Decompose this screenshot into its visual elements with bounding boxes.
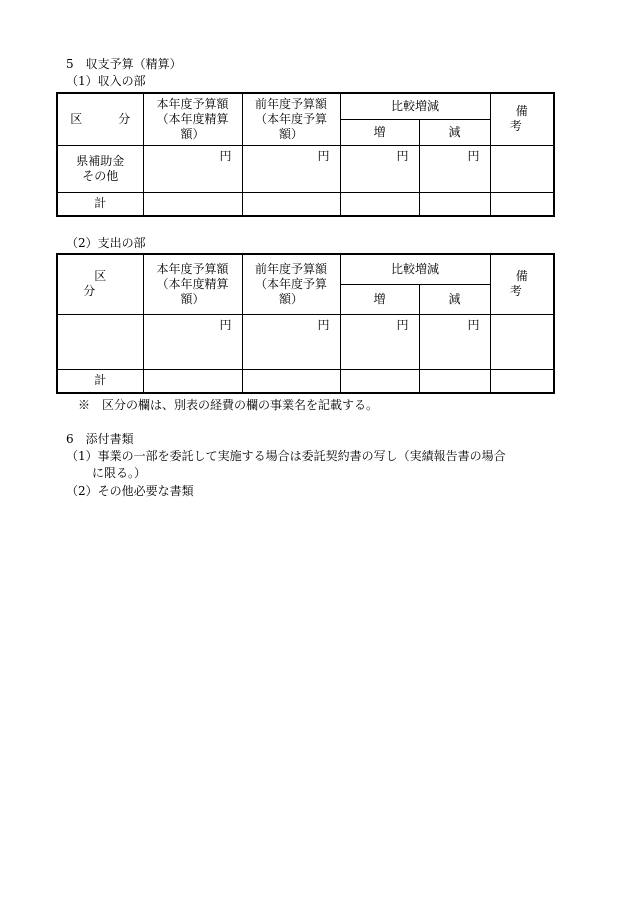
expense-data-row	[57, 314, 554, 369]
yen-unit: 円	[340, 314, 419, 369]
yen-unit: 円	[242, 314, 340, 369]
yen-unit: 円	[419, 145, 490, 192]
category-note: ※ 区分の欄は、別表の経費の欄の事業名を記載する。	[78, 398, 379, 412]
yen-unit: 円	[340, 145, 419, 192]
total-label: 計	[57, 192, 143, 216]
section6-heading: 6 添付書類	[66, 432, 134, 446]
income-table	[56, 92, 564, 217]
section5-heading: 5 収支予算（精算）	[66, 57, 182, 71]
yen-unit: 円	[242, 145, 340, 192]
attachment-item-2: （2）その他必要な書類	[66, 484, 194, 498]
yen-unit: 円	[143, 145, 242, 192]
remarks-cell	[490, 145, 554, 192]
header-decrease: 減	[419, 284, 490, 314]
header-previous-budget: 前年度予算額 （本年度予算 額）	[242, 254, 340, 314]
attachment-item-1-cont: に限る。）	[92, 466, 147, 480]
yen-unit: 円	[143, 314, 242, 369]
total-label: 計	[57, 369, 143, 393]
income-header-row	[57, 93, 554, 119]
header-comparison: 比較増減	[340, 93, 490, 119]
expense-total-row	[57, 369, 554, 393]
header-increase: 増	[340, 284, 419, 314]
remarks-cell	[490, 314, 554, 369]
header-current-budget: 本年度予算額 （本年度精算 額）	[143, 93, 242, 145]
yen-unit: 円	[419, 314, 490, 369]
expense-header-row	[57, 254, 554, 284]
header-category: 区 分	[57, 254, 143, 314]
income-category-cell: 県補助金 その他	[57, 145, 143, 192]
expense-category-cell	[57, 314, 143, 369]
expense-heading: （2）支出の部	[66, 236, 146, 250]
expense-table	[56, 253, 564, 394]
income-total-row	[57, 192, 554, 216]
header-decrease: 減	[419, 119, 490, 145]
attachment-item-1: （1）事業の一部を委託して実施する場合は委託契約書の写し（実績報告書の場合	[66, 449, 506, 463]
header-remarks: 備 考	[490, 93, 554, 145]
header-previous-budget: 前年度予算額 （本年度予算 額）	[242, 93, 340, 145]
header-comparison: 比較増減	[340, 254, 490, 284]
header-category: 区 分	[57, 93, 143, 145]
header-remarks: 備 考	[490, 254, 554, 314]
income-heading: （1）収入の部	[66, 74, 146, 88]
income-data-row	[57, 145, 554, 192]
header-current-budget: 本年度予算額 （本年度精算 額）	[143, 254, 242, 314]
header-increase: 増	[340, 119, 419, 145]
